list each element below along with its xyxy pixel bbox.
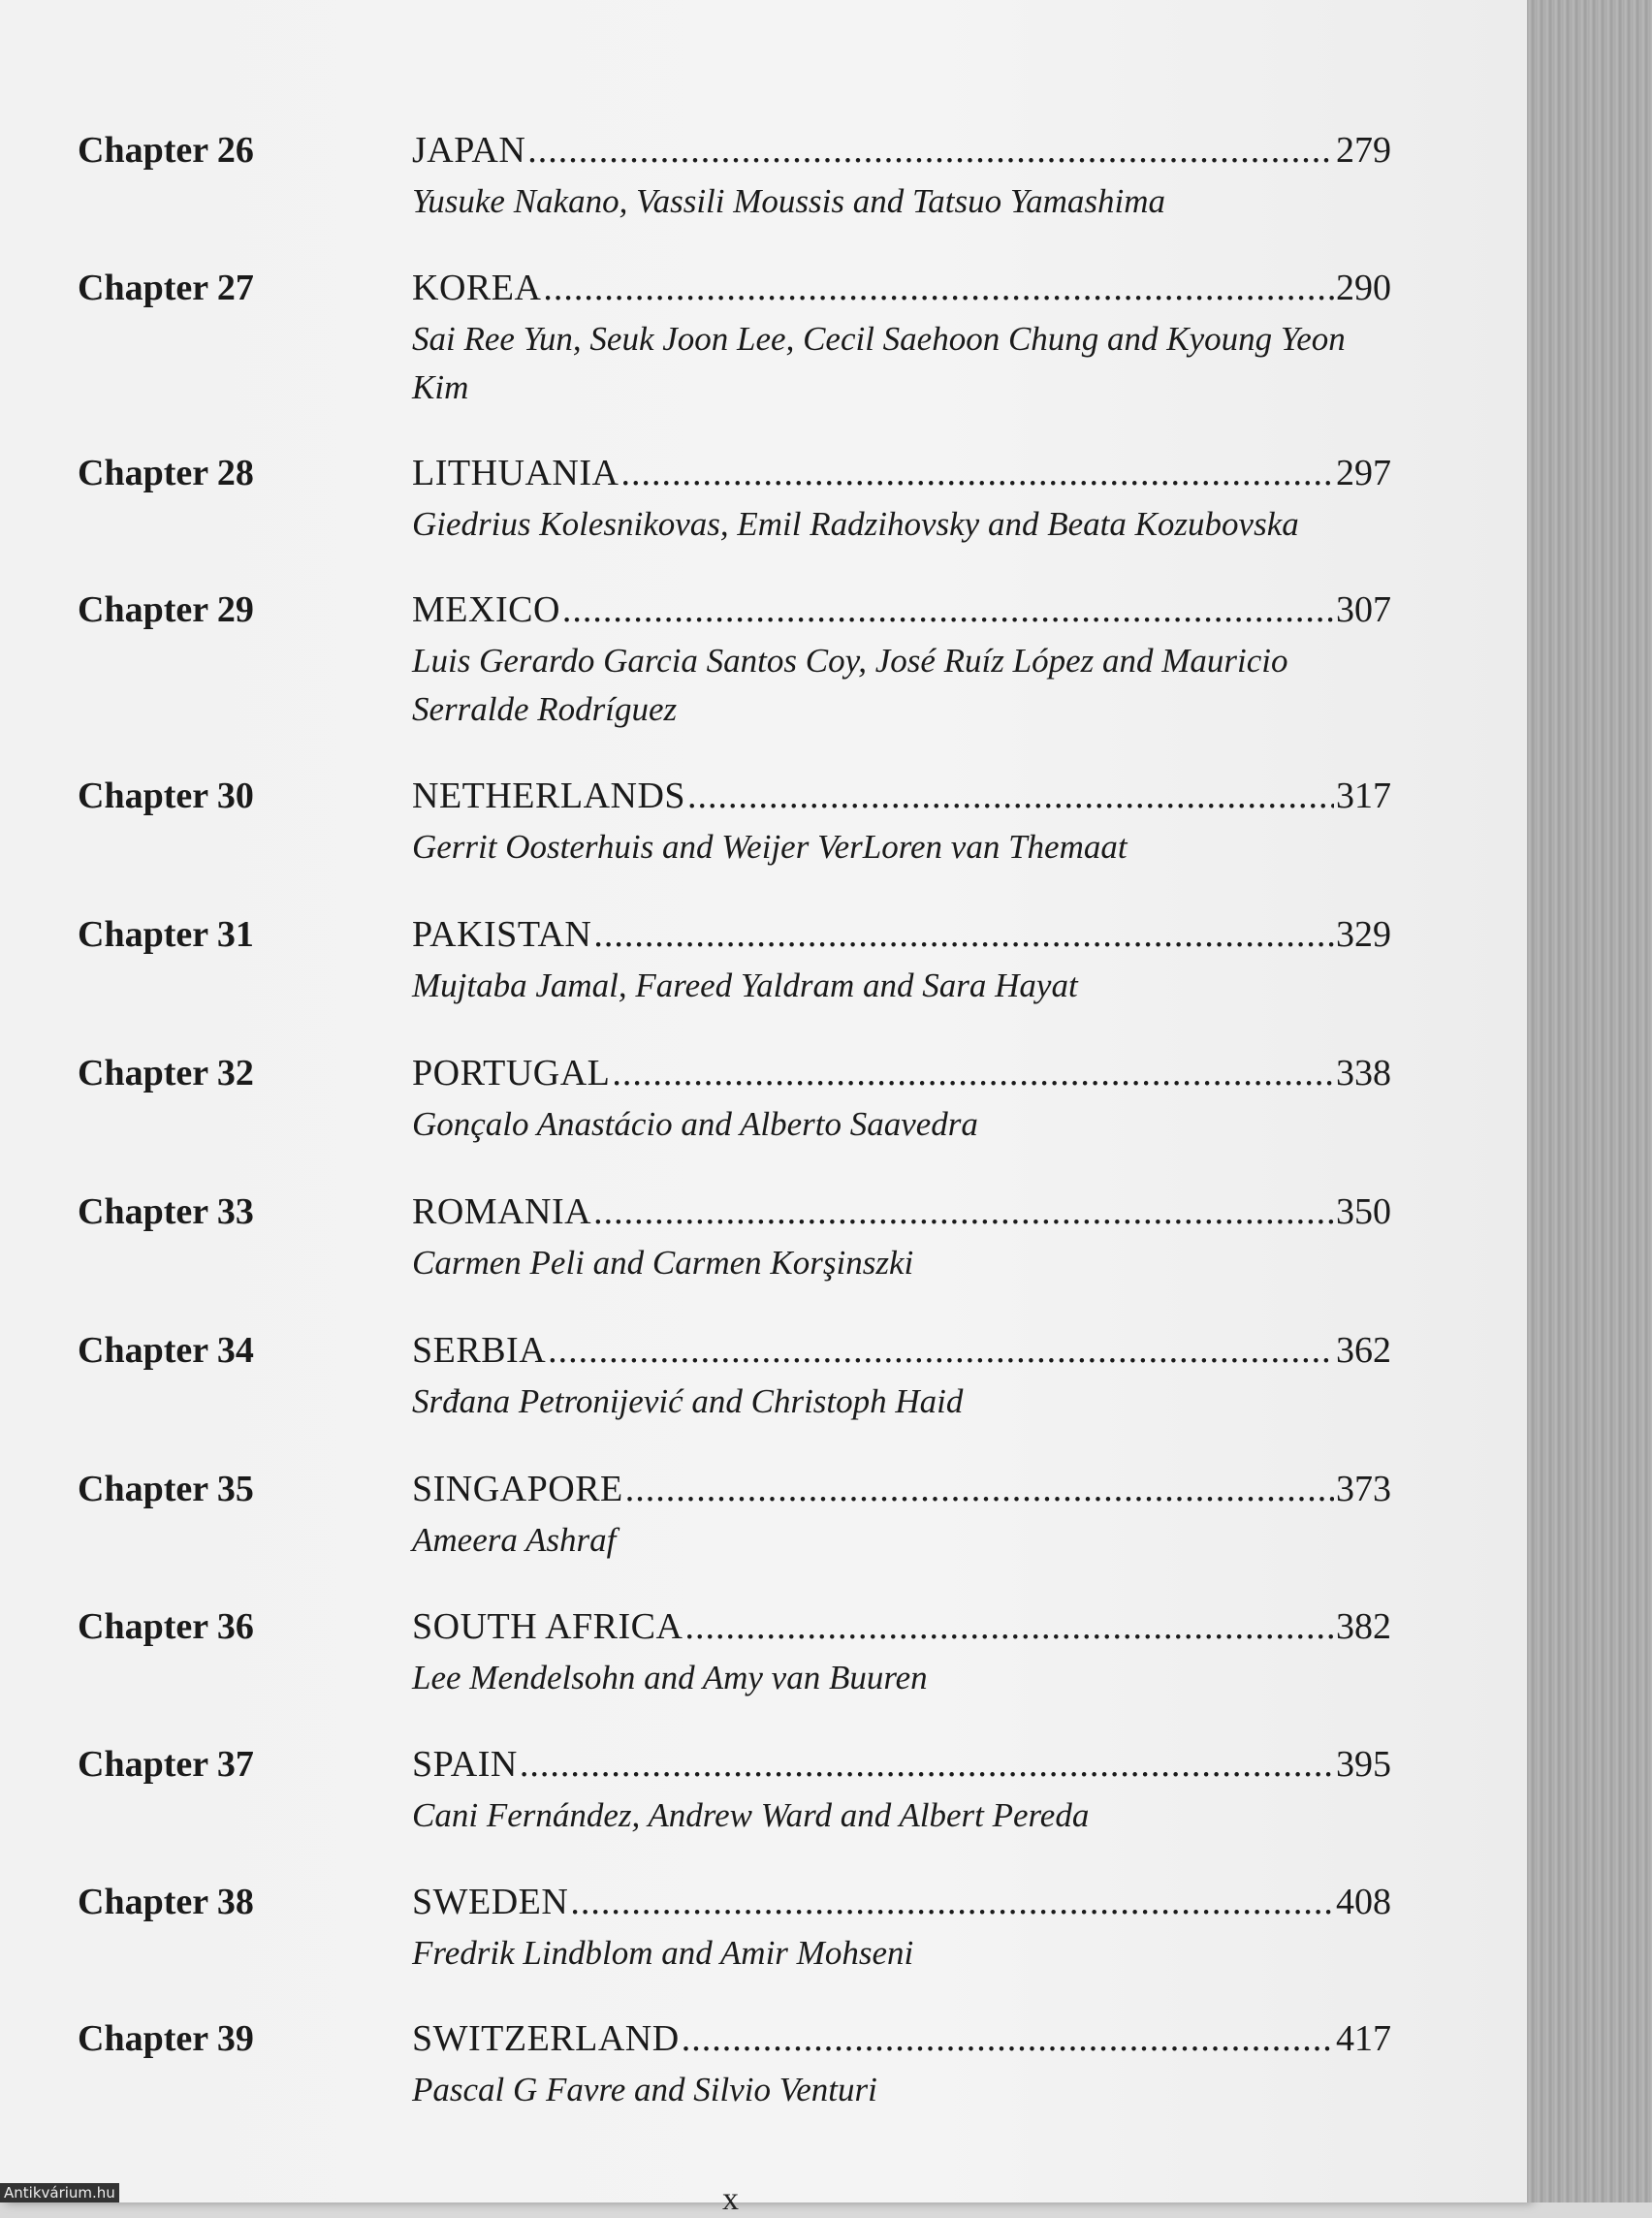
country-title: ROMANIA xyxy=(412,1191,592,1232)
chapter-label: Chapter 37 xyxy=(78,1744,254,1785)
toc-row xyxy=(412,775,1391,819)
toc-row xyxy=(412,452,1391,496)
page-number: 338 xyxy=(1336,1053,1391,1093)
page-number: 373 xyxy=(1336,1469,1391,1509)
dot-leader xyxy=(570,1881,1334,1923)
country-title: KOREA xyxy=(412,268,542,308)
country-title: PORTUGAL xyxy=(412,1053,611,1093)
dot-leader xyxy=(682,2017,1334,2060)
toc-row xyxy=(412,588,1391,633)
chapter-authors: Cani Fernández, Andrew Ward and Albert Pereda xyxy=(412,1796,1090,1834)
toc-row xyxy=(412,1468,1391,1512)
page-number: 290 xyxy=(1336,268,1391,308)
toc-row xyxy=(412,913,1391,958)
page-number: 408 xyxy=(1336,1882,1391,1922)
chapter-authors: Srđana Petronijević and Christoph Haid xyxy=(412,1382,964,1420)
dot-leader xyxy=(684,1605,1334,1648)
toc-row xyxy=(412,2017,1391,2062)
country-title: LITHUANIA xyxy=(412,453,620,493)
chapter-authors: Lee Mendelsohn and Amy van Buuren xyxy=(412,1659,928,1696)
country-title: SOUTH AFRICA xyxy=(412,1606,683,1647)
chapter-authors: Gerrit Oosterhuis and Weijer VerLoren van Themaat xyxy=(412,828,1128,866)
page-number: 297 xyxy=(1336,453,1391,493)
page-number: 382 xyxy=(1336,1606,1391,1647)
dot-leader xyxy=(520,1743,1334,1786)
toc-row xyxy=(412,1881,1391,1925)
toc-row xyxy=(412,1743,1391,1788)
toc-row xyxy=(412,1190,1391,1235)
dot-leader xyxy=(562,588,1334,631)
toc-row xyxy=(412,1605,1391,1650)
dot-leader xyxy=(548,1329,1334,1372)
dot-leader xyxy=(593,913,1334,956)
chapter-label: Chapter 28 xyxy=(78,453,254,493)
country-title: SPAIN xyxy=(412,1744,518,1785)
chapter-authors: Pascal G Favre and Silvio Venturi xyxy=(412,2071,877,2108)
country-title: SERBIA xyxy=(412,1330,547,1371)
chapter-label: Chapter 30 xyxy=(78,776,254,816)
chapter-label: Chapter 39 xyxy=(78,2018,254,2059)
chapter-authors: Luis Gerardo Garcia Santos Coy, José Ruíz López and Mauricio Serralde Rodríguez xyxy=(412,642,1288,728)
dot-leader xyxy=(620,452,1334,494)
page-number: 417 xyxy=(1336,2018,1391,2059)
chapter-authors: Ameera Ashraf xyxy=(412,1521,617,1559)
toc-row xyxy=(412,267,1391,311)
dot-leader xyxy=(543,267,1334,309)
country-title: SWITZERLAND xyxy=(412,2018,680,2059)
chapter-label: Chapter 36 xyxy=(78,1606,254,1647)
page-number: 329 xyxy=(1336,914,1391,955)
country-title: PAKISTAN xyxy=(412,914,592,955)
chapter-authors: Gonçalo Anastácio and Alberto Saavedra xyxy=(412,1105,978,1143)
chapter-label: Chapter 34 xyxy=(78,1330,254,1371)
chapter-label: Chapter 26 xyxy=(78,130,254,171)
chapter-label: Chapter 27 xyxy=(78,268,254,308)
chapter-label: Chapter 31 xyxy=(78,914,254,955)
chapter-label: Chapter 33 xyxy=(78,1191,254,1232)
chapter-label: Chapter 38 xyxy=(78,1882,254,1922)
page-number: 279 xyxy=(1336,130,1391,171)
toc-row xyxy=(412,129,1391,174)
chapter-authors: Carmen Peli and Carmen Korşinszki xyxy=(412,1244,914,1282)
chapter-authors: Mujtaba Jamal, Fareed Yaldram and Sara Hayat xyxy=(412,966,1078,1004)
dot-leader xyxy=(612,1052,1334,1094)
page-number: 317 xyxy=(1336,776,1391,816)
dot-leader xyxy=(687,775,1334,817)
page-number: 395 xyxy=(1336,1744,1391,1785)
toc-row xyxy=(412,1052,1391,1096)
toc-row xyxy=(412,1329,1391,1374)
dot-leader xyxy=(527,129,1334,172)
country-title: NETHERLANDS xyxy=(412,776,686,816)
country-title: SINGAPORE xyxy=(412,1469,623,1509)
dot-leader xyxy=(625,1468,1334,1510)
country-title: MEXICO xyxy=(412,589,560,630)
country-title: JAPAN xyxy=(412,130,526,171)
chapter-authors: Giedrius Kolesnikovas, Emil Radzihovsky and Beata Kozubovska xyxy=(412,505,1299,543)
country-title: SWEDEN xyxy=(412,1882,569,1922)
page-number: 362 xyxy=(1336,1330,1391,1371)
chapter-label: Chapter 35 xyxy=(78,1469,254,1509)
chapter-authors: Yusuke Nakano, Vassili Moussis and Tatsuo Yamashima xyxy=(412,182,1165,220)
page-numeral: x xyxy=(722,2181,739,2217)
watermark-label: Antikvárium.hu xyxy=(0,2183,119,2202)
chapter-authors: Fredrik Lindblom and Amir Mohseni xyxy=(412,1934,914,1972)
page-number: 307 xyxy=(1336,589,1391,630)
chapter-authors: Sai Ree Yun, Seuk Joon Lee, Cecil Saehoon Chung and Kyoung Yeon Kim xyxy=(412,320,1346,406)
chapter-label: Chapter 29 xyxy=(78,589,254,630)
dot-leader xyxy=(593,1190,1334,1233)
page-stack-edge xyxy=(1527,0,1652,2202)
page-number: 350 xyxy=(1336,1191,1391,1232)
chapter-label: Chapter 32 xyxy=(78,1053,254,1093)
